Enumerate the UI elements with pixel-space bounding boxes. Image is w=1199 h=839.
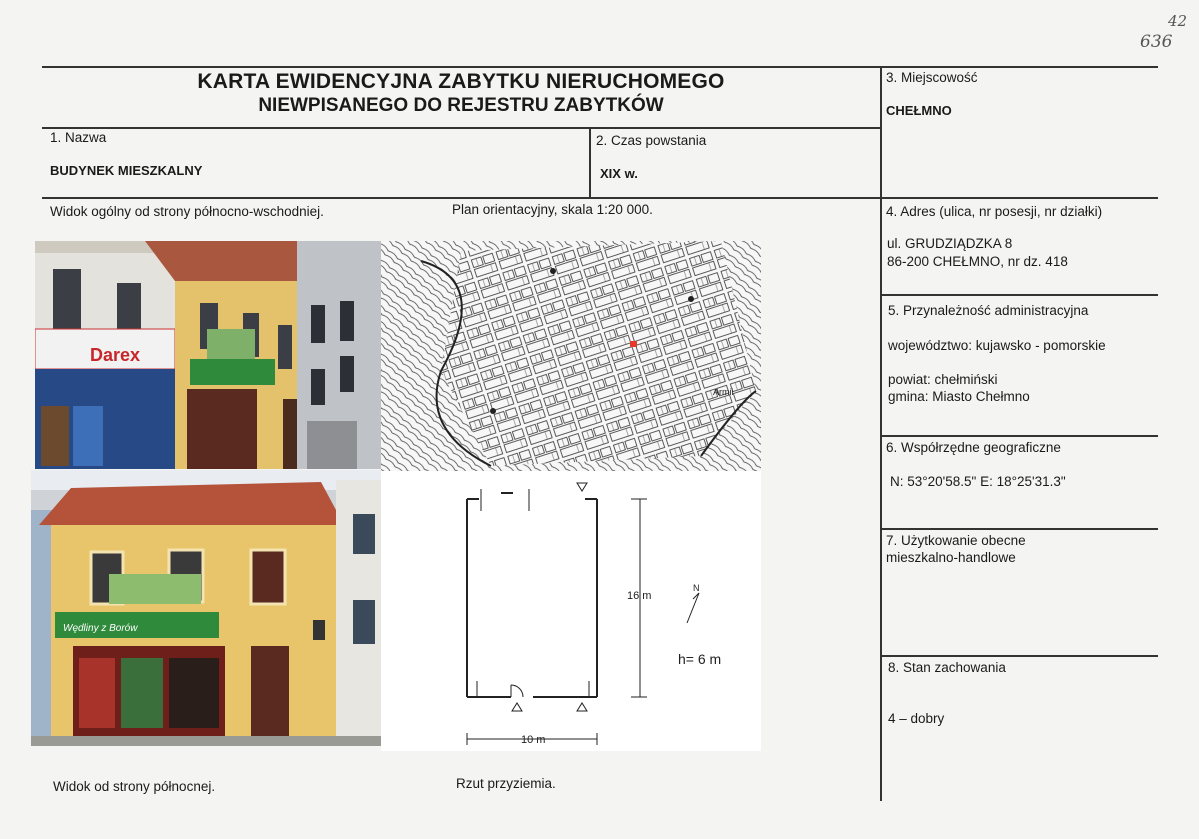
divider-6-7: [880, 528, 1158, 530]
period-label: 2. Czas powstania: [596, 133, 707, 148]
north-arrow-label: N: [693, 583, 700, 593]
building-height-label: h= 6 m: [678, 651, 722, 667]
name-value: BUDYNEK MIESZKALNY: [50, 163, 203, 178]
photo-sign-darex: Darex: [90, 345, 141, 365]
photo-sign-shop: Wędliny z Borów: [63, 623, 138, 634]
address-street: ul. GRUDZIĄDZKA 8: [887, 236, 1013, 251]
photo-view-northeast: [35, 241, 381, 469]
card-subtitle: NIEWPISANEGO DO REJESTRU ZABYTKÓW: [258, 95, 664, 116]
fields-bottom-border: [42, 197, 1158, 199]
admin-label: 5. Przynależność administracyjna: [888, 303, 1089, 318]
handwritten-number-top: 42: [1168, 12, 1188, 30]
divider-7-8: [880, 655, 1158, 657]
divider-5-6: [880, 435, 1158, 437]
handwritten-number-bottom: 636: [1140, 32, 1173, 52]
address-city-plot: 86-200 CHEŁMNO, nr dz. 418: [887, 254, 1068, 269]
caption-view-north: Widok od strony północnej.: [53, 779, 216, 794]
form-top-border: [42, 66, 1158, 68]
address-label: 4. Adres (ulica, nr posesji, nr działki): [886, 204, 1103, 219]
header-bottom-border: [42, 127, 880, 129]
locality-label: 3. Miejscowość: [886, 70, 978, 85]
caption-view-northeast: Widok ogólny od strony północno-wschodniej.: [50, 204, 324, 219]
coords-value: N: 53°20'58.5" E: 18°25'31.3": [890, 474, 1066, 489]
map-street-label: Armii: [713, 387, 734, 397]
condition-value: 4 – dobry: [888, 711, 945, 726]
name-period-divider: [589, 127, 591, 197]
floor-plan-drawing: [381, 471, 761, 751]
period-value: XIX w.: [600, 166, 638, 181]
caption-floor-plan: Rzut przyziemia.: [456, 776, 556, 791]
form-right-column-divider: [880, 66, 882, 801]
coords-label: 6. Współrzędne geograficzne: [886, 440, 1061, 455]
name-label: 1. Nazwa: [50, 130, 107, 145]
condition-label: 8. Stan zachowania: [888, 660, 1006, 675]
caption-location-plan: Plan orientacyjny, skala 1:20 000.: [452, 202, 653, 217]
width-dimension-label: 10 m: [521, 734, 546, 746]
photo-view-north: [31, 470, 381, 746]
location-map: [381, 241, 761, 471]
height-dimension-label: 16 m: [627, 590, 652, 602]
admin-voivodeship: województwo: kujawsko - pomorskie: [888, 338, 1106, 353]
location-marker: [630, 341, 637, 347]
divider-4-5: [880, 294, 1158, 296]
card-title: KARTA EWIDENCYJNA ZABYTKU NIERUCHOMEGO: [197, 70, 725, 93]
admin-commune: gmina: Miasto Chełmno: [888, 389, 1030, 404]
admin-county: powiat: chełmiński: [888, 372, 998, 387]
usage-label: 7. Użytkowanie obecne: [886, 533, 1026, 548]
locality-value: CHEŁMNO: [886, 103, 952, 118]
usage-value: mieszkalno-handlowe: [886, 550, 1016, 565]
